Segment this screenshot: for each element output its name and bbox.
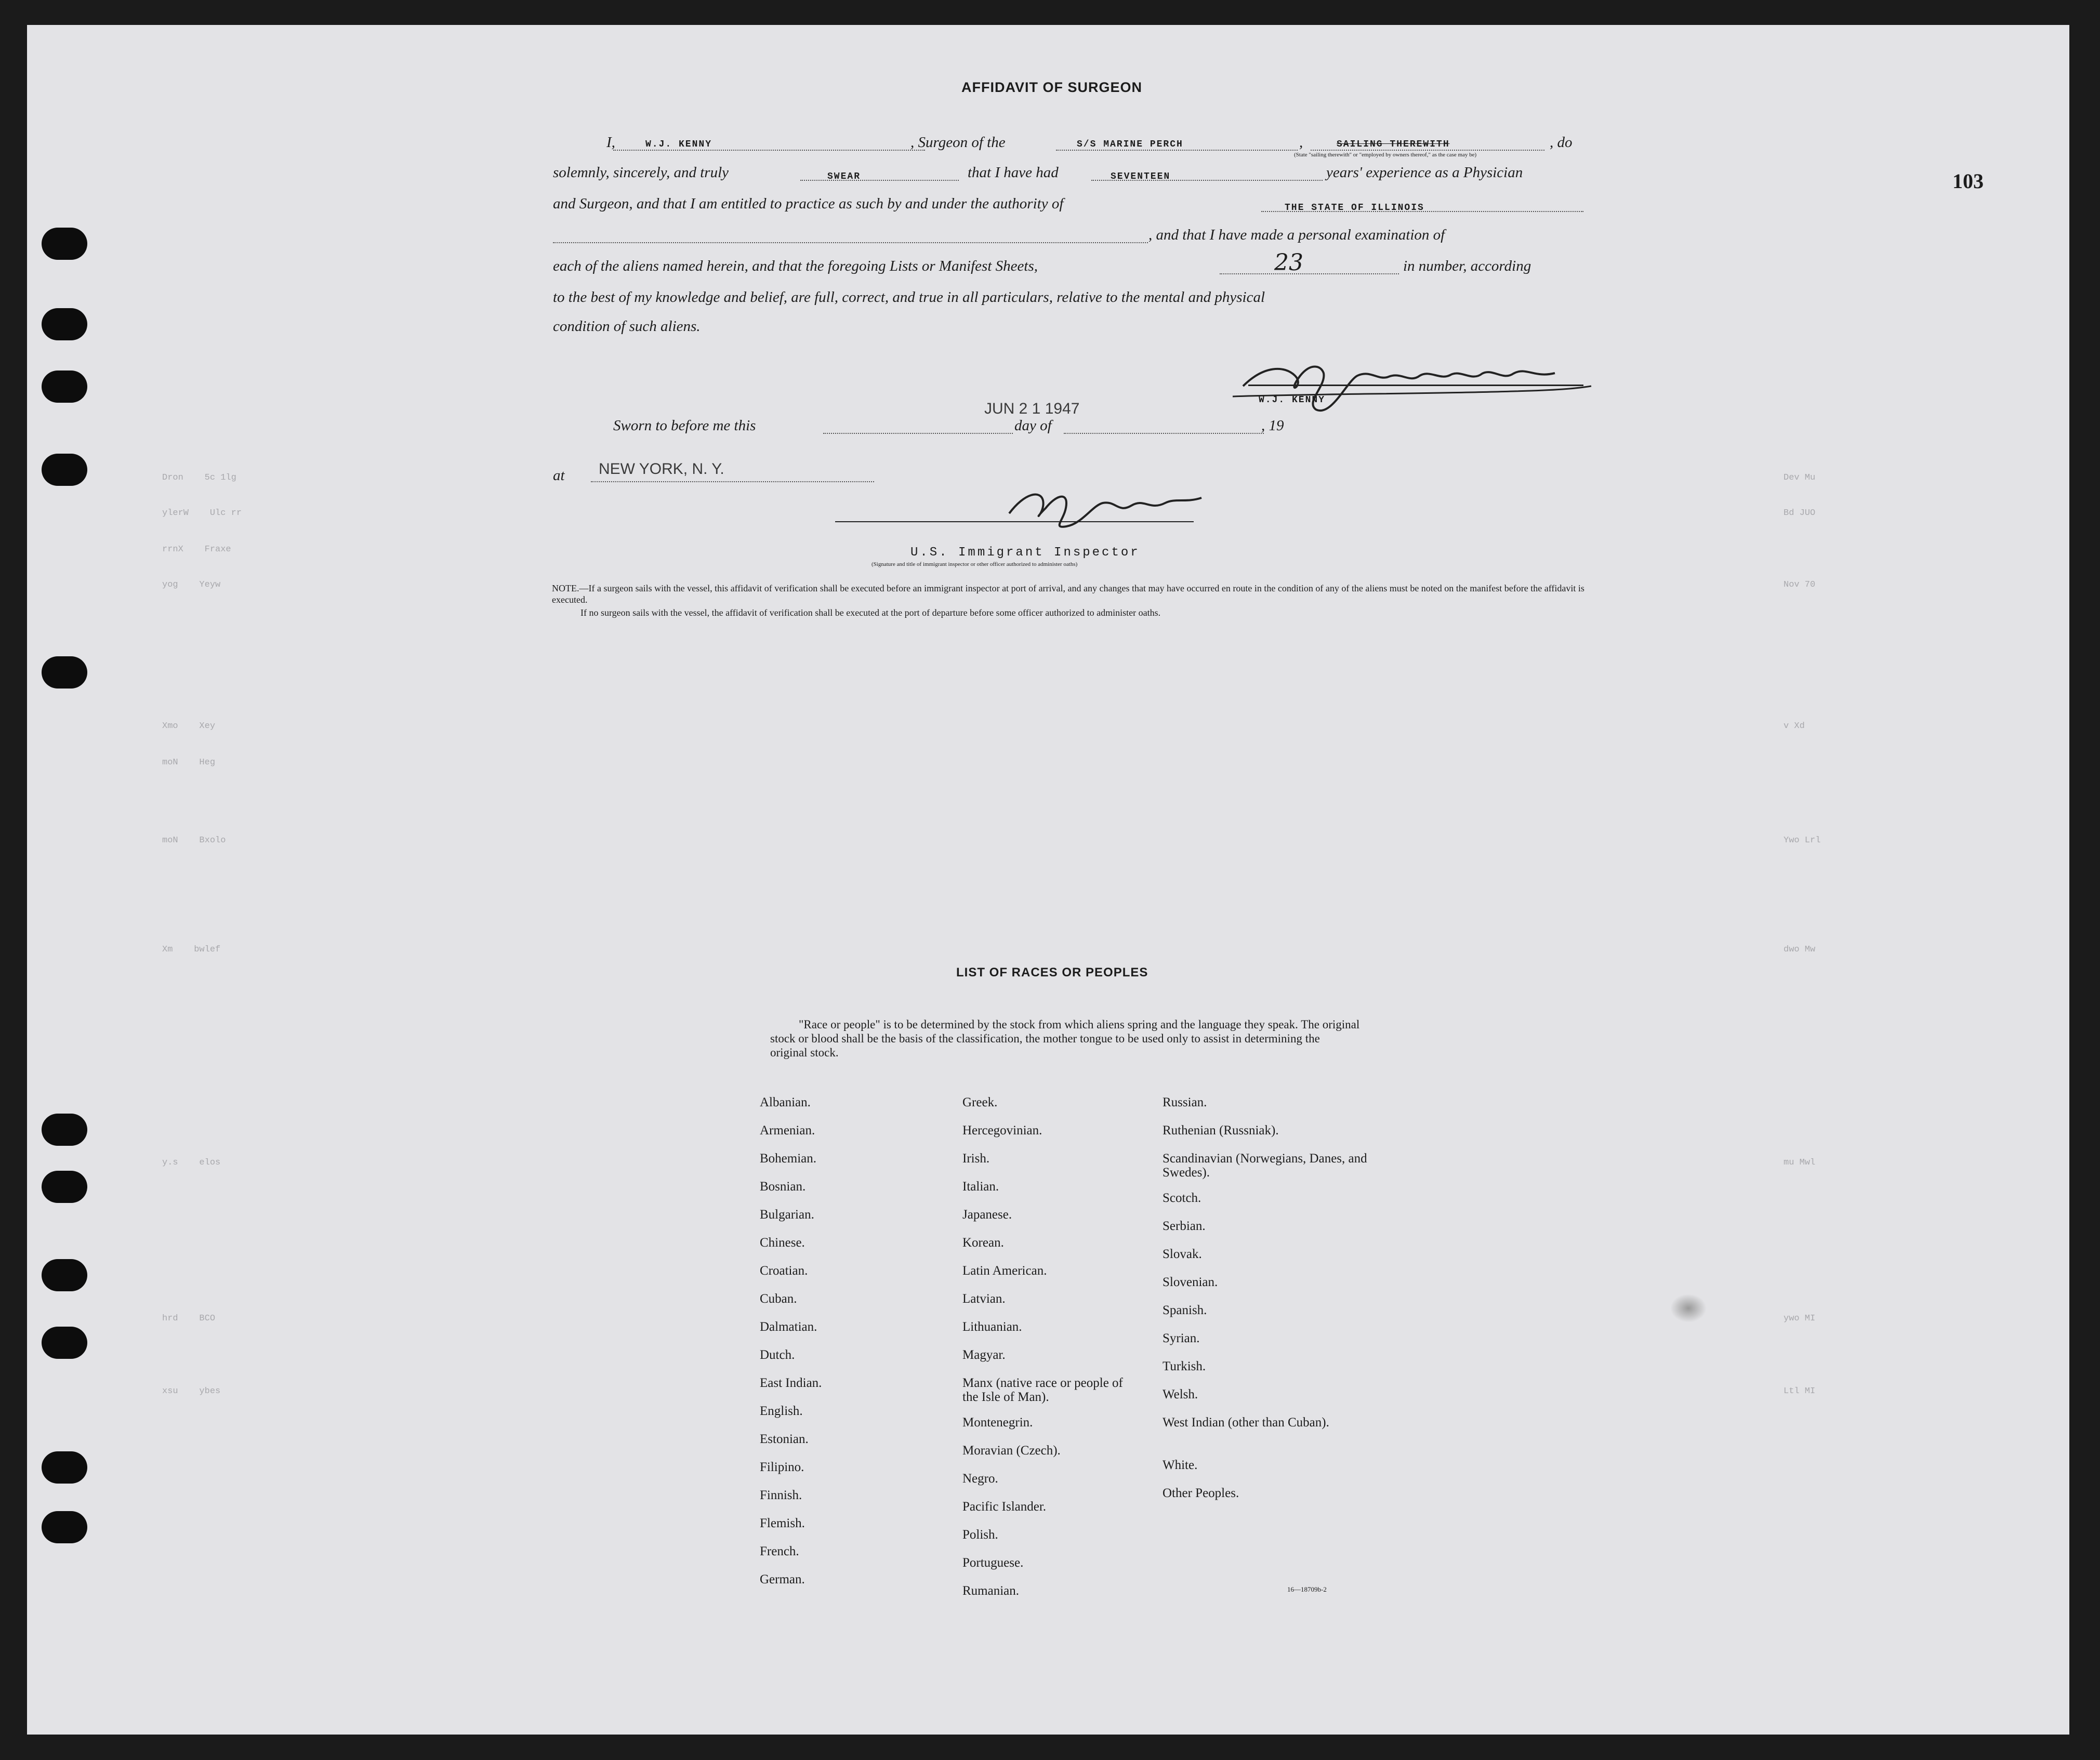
punch-hole	[42, 228, 87, 260]
race-item: West Indian (other than Cuban).	[1163, 1415, 1329, 1430]
race-item: Chinese.	[760, 1236, 805, 1250]
affidavit-title: AFFIDAVIT OF SURGEON	[961, 80, 1142, 95]
text-do: , do	[1550, 134, 1573, 151]
punch-hole	[42, 1327, 87, 1359]
race-item: Scotch.	[1163, 1191, 1201, 1205]
races-title: LIST OF RACES OR PEOPLES	[956, 965, 1148, 980]
licensing-authority: THE STATE OF ILLINOIS	[1285, 203, 1424, 213]
text-comma: ,	[1299, 134, 1303, 151]
race-item: Bulgarian.	[760, 1208, 814, 1222]
blank-line	[1056, 150, 1298, 151]
race-item: Scandinavian (Norwegians, Danes, and Swedes).	[1163, 1152, 1367, 1180]
race-item: Greek.	[962, 1095, 998, 1109]
race-item: Turkish.	[1163, 1359, 1206, 1373]
race-item: Armenian.	[760, 1123, 815, 1137]
sailing-note: (State "sailing therewith" or "employed by owners thereof," as the case may be)	[1294, 152, 1477, 158]
race-item: Pacific Islander.	[962, 1500, 1047, 1514]
blank-line	[613, 150, 925, 151]
blank-line	[1220, 273, 1399, 274]
race-item: Dalmatian.	[760, 1320, 817, 1334]
text-condition: condition of such aliens.	[553, 318, 701, 335]
race-item: Rumanian.	[962, 1584, 1020, 1598]
text-years-experience: years' experience as a Physician	[1326, 164, 1523, 181]
date-stamp: JUN 2 1 1947	[984, 400, 1080, 417]
race-item: Other Peoples.	[1163, 1486, 1239, 1500]
race-item: Albanian.	[760, 1095, 811, 1109]
ink-smudge	[1670, 1294, 1707, 1322]
race-item: Polish.	[962, 1528, 998, 1542]
race-item: Cuban.	[760, 1292, 797, 1306]
race-item: Bosnian.	[760, 1180, 806, 1194]
race-item: Japanese.	[962, 1208, 1012, 1222]
races-intro: "Race or people" is to be determined by the stock from which aliens spring and the language they speak. The original stock or blood shall be the basis of the classification, the mother tongue to be used only to assist in determining the original stock.	[770, 1018, 1360, 1059]
blank-line	[553, 242, 1148, 243]
text-at: at	[553, 467, 565, 484]
race-item: Syrian.	[1163, 1331, 1200, 1345]
race-item: Montenegrin.	[962, 1415, 1033, 1430]
race-item: German.	[760, 1572, 805, 1586]
sailing-status: SAILING THEREWITH	[1337, 139, 1450, 150]
race-item: Welsh.	[1163, 1387, 1198, 1401]
race-item: Latvian.	[962, 1292, 1006, 1306]
race-item: Italian.	[962, 1180, 999, 1194]
text-in-number: in number, according	[1403, 258, 1531, 274]
race-item: English.	[760, 1404, 803, 1418]
inspector-title: U.S. Immigrant Inspector	[910, 546, 1140, 560]
race-item: Lithuanian.	[962, 1320, 1022, 1334]
place-stamp: NEW YORK, N. Y.	[599, 460, 724, 478]
race-item: Slovenian.	[1163, 1275, 1218, 1289]
text-i: I,	[606, 134, 615, 151]
race-item: Portuguese.	[962, 1556, 1024, 1570]
vessel-name: S/S MARINE PERCH	[1077, 139, 1183, 150]
race-item: East Indian.	[760, 1376, 822, 1390]
blank-line	[591, 481, 874, 482]
inspector-signature	[994, 477, 1212, 534]
surgeon-signature	[1222, 345, 1596, 417]
text-nineteen: , 19	[1261, 417, 1284, 434]
punch-hole	[42, 1259, 87, 1291]
text-to-the-best: to the best of my knowledge and belief, are full, correct, and true in all particulars, relative to the mental and physical	[553, 289, 1265, 306]
race-item: Irish.	[962, 1152, 990, 1166]
punch-hole	[42, 454, 87, 486]
document-page: Dron 5c 1lg ylerW Ulc rr rrnX Fraxe yog Yeyw Xmo Xey moN Heg moN Bxolo Xm bwlef y.s elos hrd BCO xsu ybes Dev Mu Bd JUO Nov 70 v Xd Ywo Lrl dwo Mw mu Mwl ywo MI Ltl MI 103 AFFIDAVIT OF SURGEON I, W.J. KENNY , Surgeon of the S/S MARINE PERCH , SAILING THEREWITH (State "sailing therewith" or "employed by owners thereof," as the case may be) , do solemnly, sincerely, and truly SWEAR that I have had SEVENTEEN years' experience as a Physician and Surgeon, and that I am entitled to practice as such by and under the authority of THE STATE OF ILLINOIS , and that I have made a personal examination of each of the aliens named herein, and that the foregoing Lists or Manifest Sheets, 23 in number, according to the best of my knowledge and belief, are full, correct, and true in all particulars, relative to the mental and physical condition of such aliens. W.J. KENNY Sworn to before me this JUN 2 1 1947 day of , 19 at NEW YORK, N. Y. U.S. Immigrant Inspector (Signature and title of immigrant inspector or other officer authorized to administer oaths) NOTE.—If a surgeon sails with the vessel, this affidavit of verification shall be executed before an immigrant inspector at port of arrival, and any changes that may have occurred en route in the condition of any of the aliens must be noted on the manifest before the affidavit is executed. If no surgeon sails with the vessel, the affidavit of verification shall be executed at the port of departure before some officer authorized to administer oaths. LIST OF RACES OR PEOPLES "Race or people" is to be determined by the stock from which aliens spring and the language they speak. The original stock or blood shall be the basis of the classification, the mother tongue to be used only to assist in determining the original stock. Albanian. Armenian. Bohemian. Bosnian. Bulgarian. Chinese. Croatian. Cuban. Dalmatian. Dutch. East Indian. English. Estonian. Filipino. Finnish. Flemish. French. German. Greek. Hercegovinian. Irish. Italian. Japanese. Korean. Latin American. Latvian. Lithuanian. Magyar. Manx (native race or people of the Isle of Man). Montenegrin. Moravian (Czech). Negro. Pacific Islander. Polish. Portuguese. Rumanian. Russian. Ruthenian (Russniak). Scandinavian (Norwegians, Danes, and Swedes). Scotch. Serbian. Slovak. Slovenian. Spanish. Syrian. Turkish. Welsh. West Indian (other than Cuban). White. Other Peoples. 16—18709b-2	[27, 25, 2069, 1735]
text-each-of: each of the aliens named herein, and that the foregoing Lists or Manifest Sheets,	[553, 258, 1038, 274]
race-item: Latin American.	[962, 1264, 1047, 1278]
text-sworn: Sworn to before me this	[613, 417, 756, 434]
race-item: Korean.	[962, 1236, 1004, 1250]
blank-line	[823, 433, 1013, 434]
surgeon-name: W.J. KENNY	[645, 139, 712, 150]
oath-type: SWEAR	[827, 171, 861, 182]
note-surgeon-sails: NOTE.—If a surgeon sails with the vessel, this affidavit of verification shall be executed before an immigrant inspector at port of arrival, and any changes that may have occurred en route in the condition of any of the aliens must be noted on the manifest before the affidavit is executed.	[552, 583, 1584, 605]
race-item: White.	[1163, 1458, 1198, 1472]
race-item: Finnish.	[760, 1488, 802, 1502]
punch-hole	[42, 1451, 87, 1484]
blank-line	[800, 180, 959, 181]
text-that-i-have-had: that I have had	[968, 164, 1059, 181]
text-and-surgeon: and Surgeon, and that I am entitled to practice as such by and under the authority of	[553, 195, 1064, 212]
race-item: Flemish.	[760, 1516, 805, 1530]
inspector-signature-line	[835, 521, 1194, 522]
race-item: Filipino.	[760, 1460, 804, 1474]
text-day-of: day of	[1014, 417, 1052, 434]
race-item: Negro.	[962, 1472, 998, 1486]
blank-line	[1064, 433, 1264, 434]
race-item: Estonian.	[760, 1432, 809, 1446]
race-item: Bohemian.	[760, 1152, 817, 1166]
years-experience: SEVENTEEN	[1111, 171, 1171, 182]
surgeon-typed-name: W.J. KENNY	[1259, 395, 1326, 405]
text-solemnly: solemnly, sincerely, and truly	[553, 164, 729, 181]
punch-hole	[42, 656, 87, 689]
punch-hole	[42, 1114, 87, 1146]
race-item: Spanish.	[1163, 1303, 1207, 1317]
signature-line	[1248, 385, 1583, 386]
note-no-surgeon: If no surgeon sails with the vessel, the affidavit of verification shall be executed at the port of departure before some officer authorized to administer oaths.	[580, 607, 1161, 618]
text-surgeon-of-the: , Surgeon of the	[910, 134, 1006, 151]
punch-hole	[42, 370, 87, 403]
race-item: Hercegovinian.	[962, 1123, 1042, 1137]
inspector-caption: (Signature and title of immigrant inspector or other officer authorized to administer oaths)	[871, 561, 1078, 567]
race-item: Dutch.	[760, 1348, 795, 1362]
race-item: Ruthenian (Russniak).	[1163, 1123, 1279, 1137]
sheet-count: 23	[1274, 249, 1303, 276]
race-item: Manx (native race or people of the Isle of Man).	[962, 1376, 1123, 1404]
punch-hole	[42, 1171, 87, 1203]
race-item: Serbian.	[1163, 1219, 1206, 1233]
page-number: 103	[1952, 169, 1984, 193]
race-item: French.	[760, 1544, 799, 1558]
race-item: Magyar.	[962, 1348, 1006, 1362]
race-item: Slovak.	[1163, 1247, 1202, 1261]
punch-hole	[42, 1511, 87, 1543]
punch-hole	[42, 308, 87, 340]
race-item: Croatian.	[760, 1264, 808, 1278]
race-item: Moravian (Czech).	[962, 1444, 1061, 1458]
race-item: Russian.	[1163, 1095, 1207, 1109]
form-number: 16—18709b-2	[1287, 1585, 1327, 1593]
blank-line	[1311, 150, 1544, 151]
text-examination: , and that I have made a personal examination of	[1148, 227, 1445, 243]
